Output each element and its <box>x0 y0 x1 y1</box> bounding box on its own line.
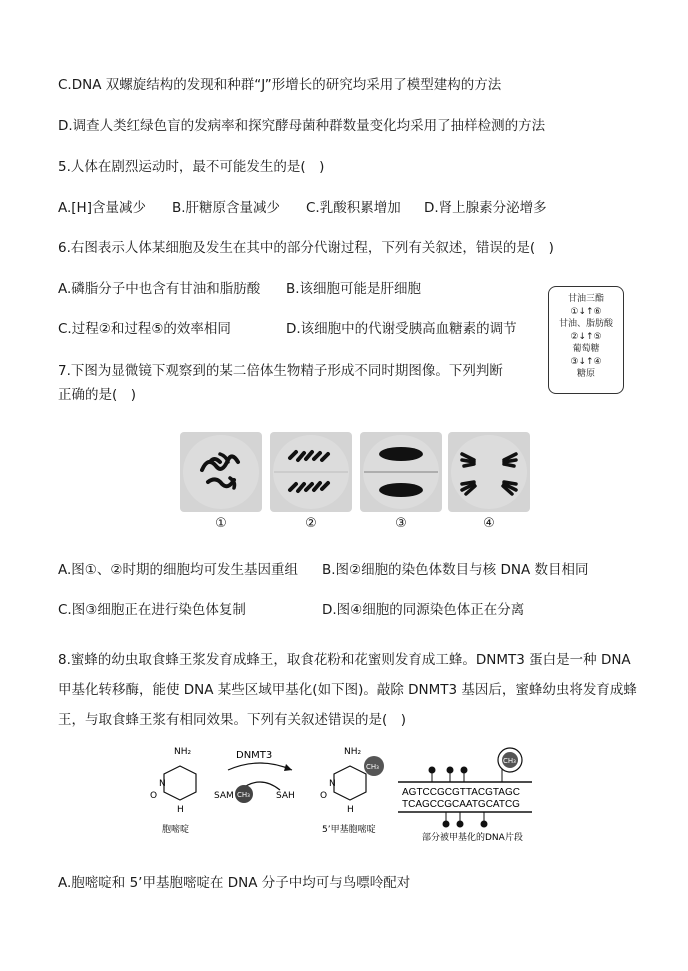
q8-stem-line3: 王，与取食蜂王浆有相同效果。下列有关叙述错误的是( ) <box>58 712 407 728</box>
dna-strand-top: AGTCCGCGTTACGTAGC <box>402 787 520 798</box>
cytosine-label: 胞嘧啶 <box>162 825 190 835</box>
q5-option-c: C.乳酸积累增加 <box>306 200 401 216</box>
q8-stem-line2: 甲基化转移酶，能使 DNA 某些区域甲基化(如下图)。敲除 DNMT3 基因后，蜜蜂幼虫将发育成蜂 <box>58 682 637 698</box>
q6-option-b: B.该细胞可能是肝细胞 <box>286 281 422 297</box>
cytosine-structure <box>164 766 196 800</box>
cytosine-o: O <box>150 791 158 801</box>
methylcytosine-nh2: NH₂ <box>344 747 362 757</box>
glucose-label: 葡萄糖 <box>572 344 600 354</box>
step-2-5-arrows: ②↓↑⑤ <box>570 331 602 342</box>
q5-stem: 5.人体在剧烈运动时，最不可能发生的是( ) <box>58 159 325 175</box>
q5-option-b: B.肝糖原含量减少 <box>172 200 281 216</box>
sah-label: SAH <box>276 791 295 801</box>
dna-methylation-figure <box>150 736 550 846</box>
q7-stem-line1: 7.下图为显微镜下观察到的某二倍体生物精子形成不同时期图像。下列判断 <box>58 363 503 379</box>
ch3-sam-text: CH₃ <box>237 791 250 799</box>
ch3-fragment-text: CH₃ <box>503 757 516 765</box>
fragment-label: 部分被甲基化的DNA片段 <box>422 833 523 843</box>
methylcytosine-o: O <box>320 791 328 801</box>
methylcytosine-label: 5’甲基胞嘧啶 <box>322 825 376 835</box>
q7-option-d: D.图④细胞的同源染色体正在分离 <box>322 602 525 618</box>
q7-stem-line2: 正确的是( ) <box>58 387 137 403</box>
micrograph-2 <box>270 432 352 512</box>
q7-option-b: B.图②细胞的染色体数目与核 DNA 数目相同 <box>322 562 589 578</box>
dnmt3-label: DNMT3 <box>236 750 273 761</box>
methylcytosine-h: H <box>347 805 354 815</box>
q6-option-d: D.该细胞中的代谢受胰高血糖素的调节 <box>286 321 517 337</box>
glycogen-label: 糖原 <box>576 369 595 379</box>
q8-option-a: A.胞嘧啶和 5’甲基胞嘧啶在 DNA 分子中均可与鸟嘌呤配对 <box>58 875 411 891</box>
micrograph-3 <box>360 432 442 512</box>
q6-option-c: C.过程②和过程⑤的效率相同 <box>58 321 231 337</box>
cytosine-n: N <box>159 779 166 789</box>
dna-strand-bottom: TCAGCCGCAATGCATCG <box>402 799 520 810</box>
micrograph-1 <box>180 432 262 512</box>
step-1-6-arrows: ①↓↑⑥ <box>570 306 602 317</box>
ch3-methyl-text: CH₃ <box>366 763 379 771</box>
cytosine-nh2: NH₂ <box>174 747 192 757</box>
q4-option-c: C.DNA 双螺旋结构的发现和种群“J”形增长的研究均采用了模型建构的方法 <box>58 77 502 93</box>
step-3-4-arrows: ③↓↑④ <box>570 356 602 367</box>
glycerol-fatty-acid-label: 甘油、脂肪酸 <box>558 319 613 329</box>
metabolism-diagram <box>548 286 624 394</box>
q4-option-d: D.调查人类红绿色盲的发病率和探究酵母菌种群数量变化均采用了抽样检测的方法 <box>58 118 546 134</box>
q5-option-a: A.[H]含量减少 <box>58 200 146 216</box>
micrograph-label-4: ④ <box>483 516 495 531</box>
q5-option-d: D.肾上腺素分泌增多 <box>424 200 547 216</box>
q6-stem: 6.右图表示人体某细胞及发生在其中的部分代谢过程，下列有关叙述，错误的是( ) <box>58 240 554 256</box>
micrograph-label-1: ① <box>215 516 227 531</box>
methylcytosine-n: N <box>329 779 336 789</box>
q7-option-c: C.图③细胞正在进行染色体复制 <box>58 602 246 618</box>
micrograph-label-2: ② <box>305 516 317 531</box>
micrograph-label-3: ③ <box>395 516 407 531</box>
cytosine-h: H <box>177 805 184 815</box>
q7-option-a: A.图①、②时期的细胞均可发生基因重组 <box>58 562 298 578</box>
q8-stem-line1: 8.蜜蜂的幼虫取食蜂王浆发育成蜂王，取食花粉和花蜜则发育成工蜂。DNMT3 蛋白是一种 DNA <box>58 652 631 668</box>
q6-option-a: A.磷脂分子中也含有甘油和脂肪酸 <box>58 281 261 297</box>
micrograph-4 <box>448 432 530 512</box>
triglyceride-label: 甘油三酯 <box>567 294 604 304</box>
sam-label: SAM <box>214 791 234 801</box>
